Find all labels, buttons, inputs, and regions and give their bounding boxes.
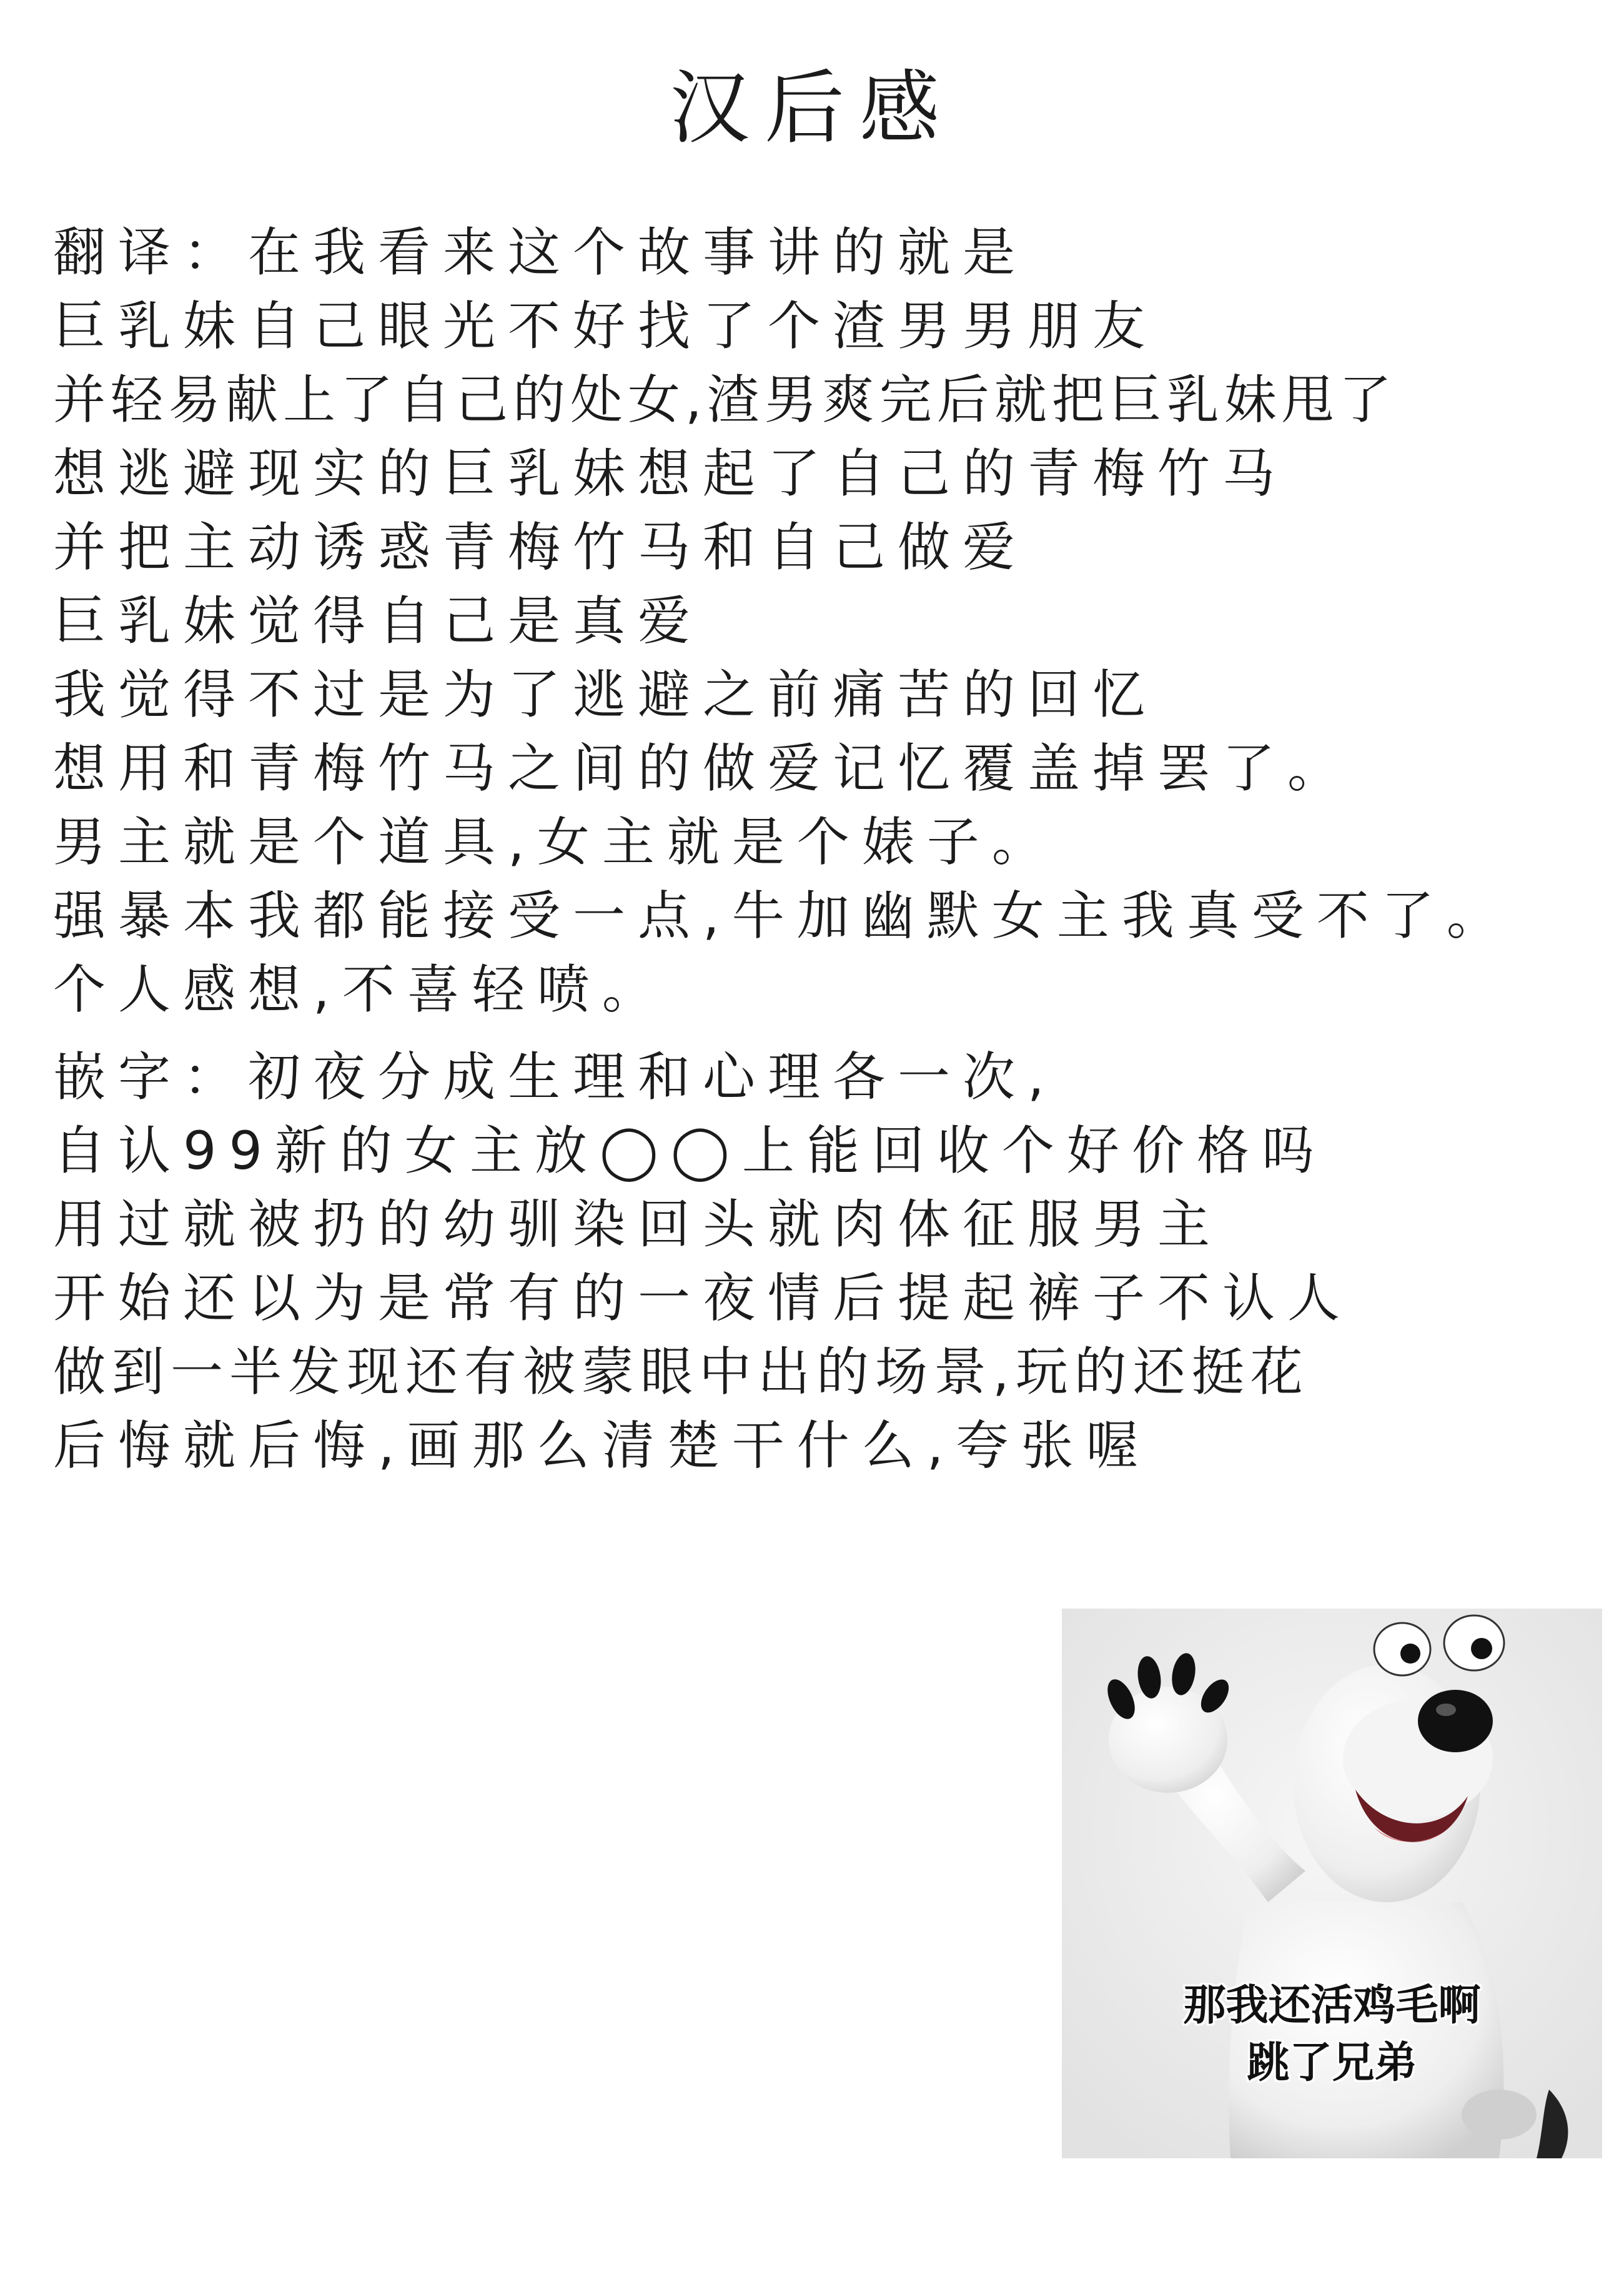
text-line: 自认99新的女主放◯◯上能回收个好价格吗	[53, 1120, 1327, 1181]
meme-caption-line: 跳了兄弟	[1247, 2038, 1417, 2088]
meme-caption	[1062, 1977, 1602, 2092]
bear-meme-image	[1062, 1609, 1602, 2158]
text-line: 想用和青梅竹马之间的做爱记忆覆盖掉罢了。	[53, 738, 1353, 799]
text-line: 开始还以为是常有的一夜情后提起裤子不认人	[53, 1267, 1353, 1329]
translation-section	[53, 216, 1583, 1026]
text-line: 我觉得不过是为了逃避之前痛苦的回忆	[53, 664, 1158, 725]
meme-caption-line: 那我还活鸡毛啊	[1183, 1981, 1481, 2030]
typesetting-section	[53, 1040, 1583, 1482]
text-line: 个人感想,不喜轻喷。	[53, 959, 667, 1020]
text-line: 翻译：在我看来这个故事讲的就是	[53, 222, 1028, 283]
text-line: 男主就是个道具,女主就是个婊子。	[53, 811, 1057, 873]
text-line: 用过就被扔的幼驯染回头就肉体征服男主	[53, 1194, 1223, 1255]
text-line: 做到一半发现还有被蒙眼中出的场景,玩的还挺花	[53, 1341, 1309, 1402]
text-line: 巨乳妹自己眼光不好找了个渣男男朋友	[53, 295, 1158, 357]
text-line: 强暴本我都能接受一点,牛加幽默女主我真受不了。	[53, 885, 1512, 946]
text-line: 嵌字：初夜分成生理和心理各一次,	[53, 1046, 1057, 1108]
text-line: 后悔就后悔,画那么清楚干什么,夸张喔	[53, 1415, 1151, 1476]
text-line: 并把主动诱惑青梅竹马和自己做爱	[53, 517, 1028, 578]
text-line: 并轻易献上了自己的处女,渣男爽完后就把巨乳妹甩了	[53, 369, 1397, 430]
text-line: 巨乳妹觉得自己是真爱	[53, 590, 703, 652]
nose-icon	[1418, 1690, 1493, 1752]
page-title: 汉后感	[669, 62, 954, 155]
text-line: 想逃避现实的巨乳妹想起了自己的青梅竹马	[53, 443, 1288, 504]
